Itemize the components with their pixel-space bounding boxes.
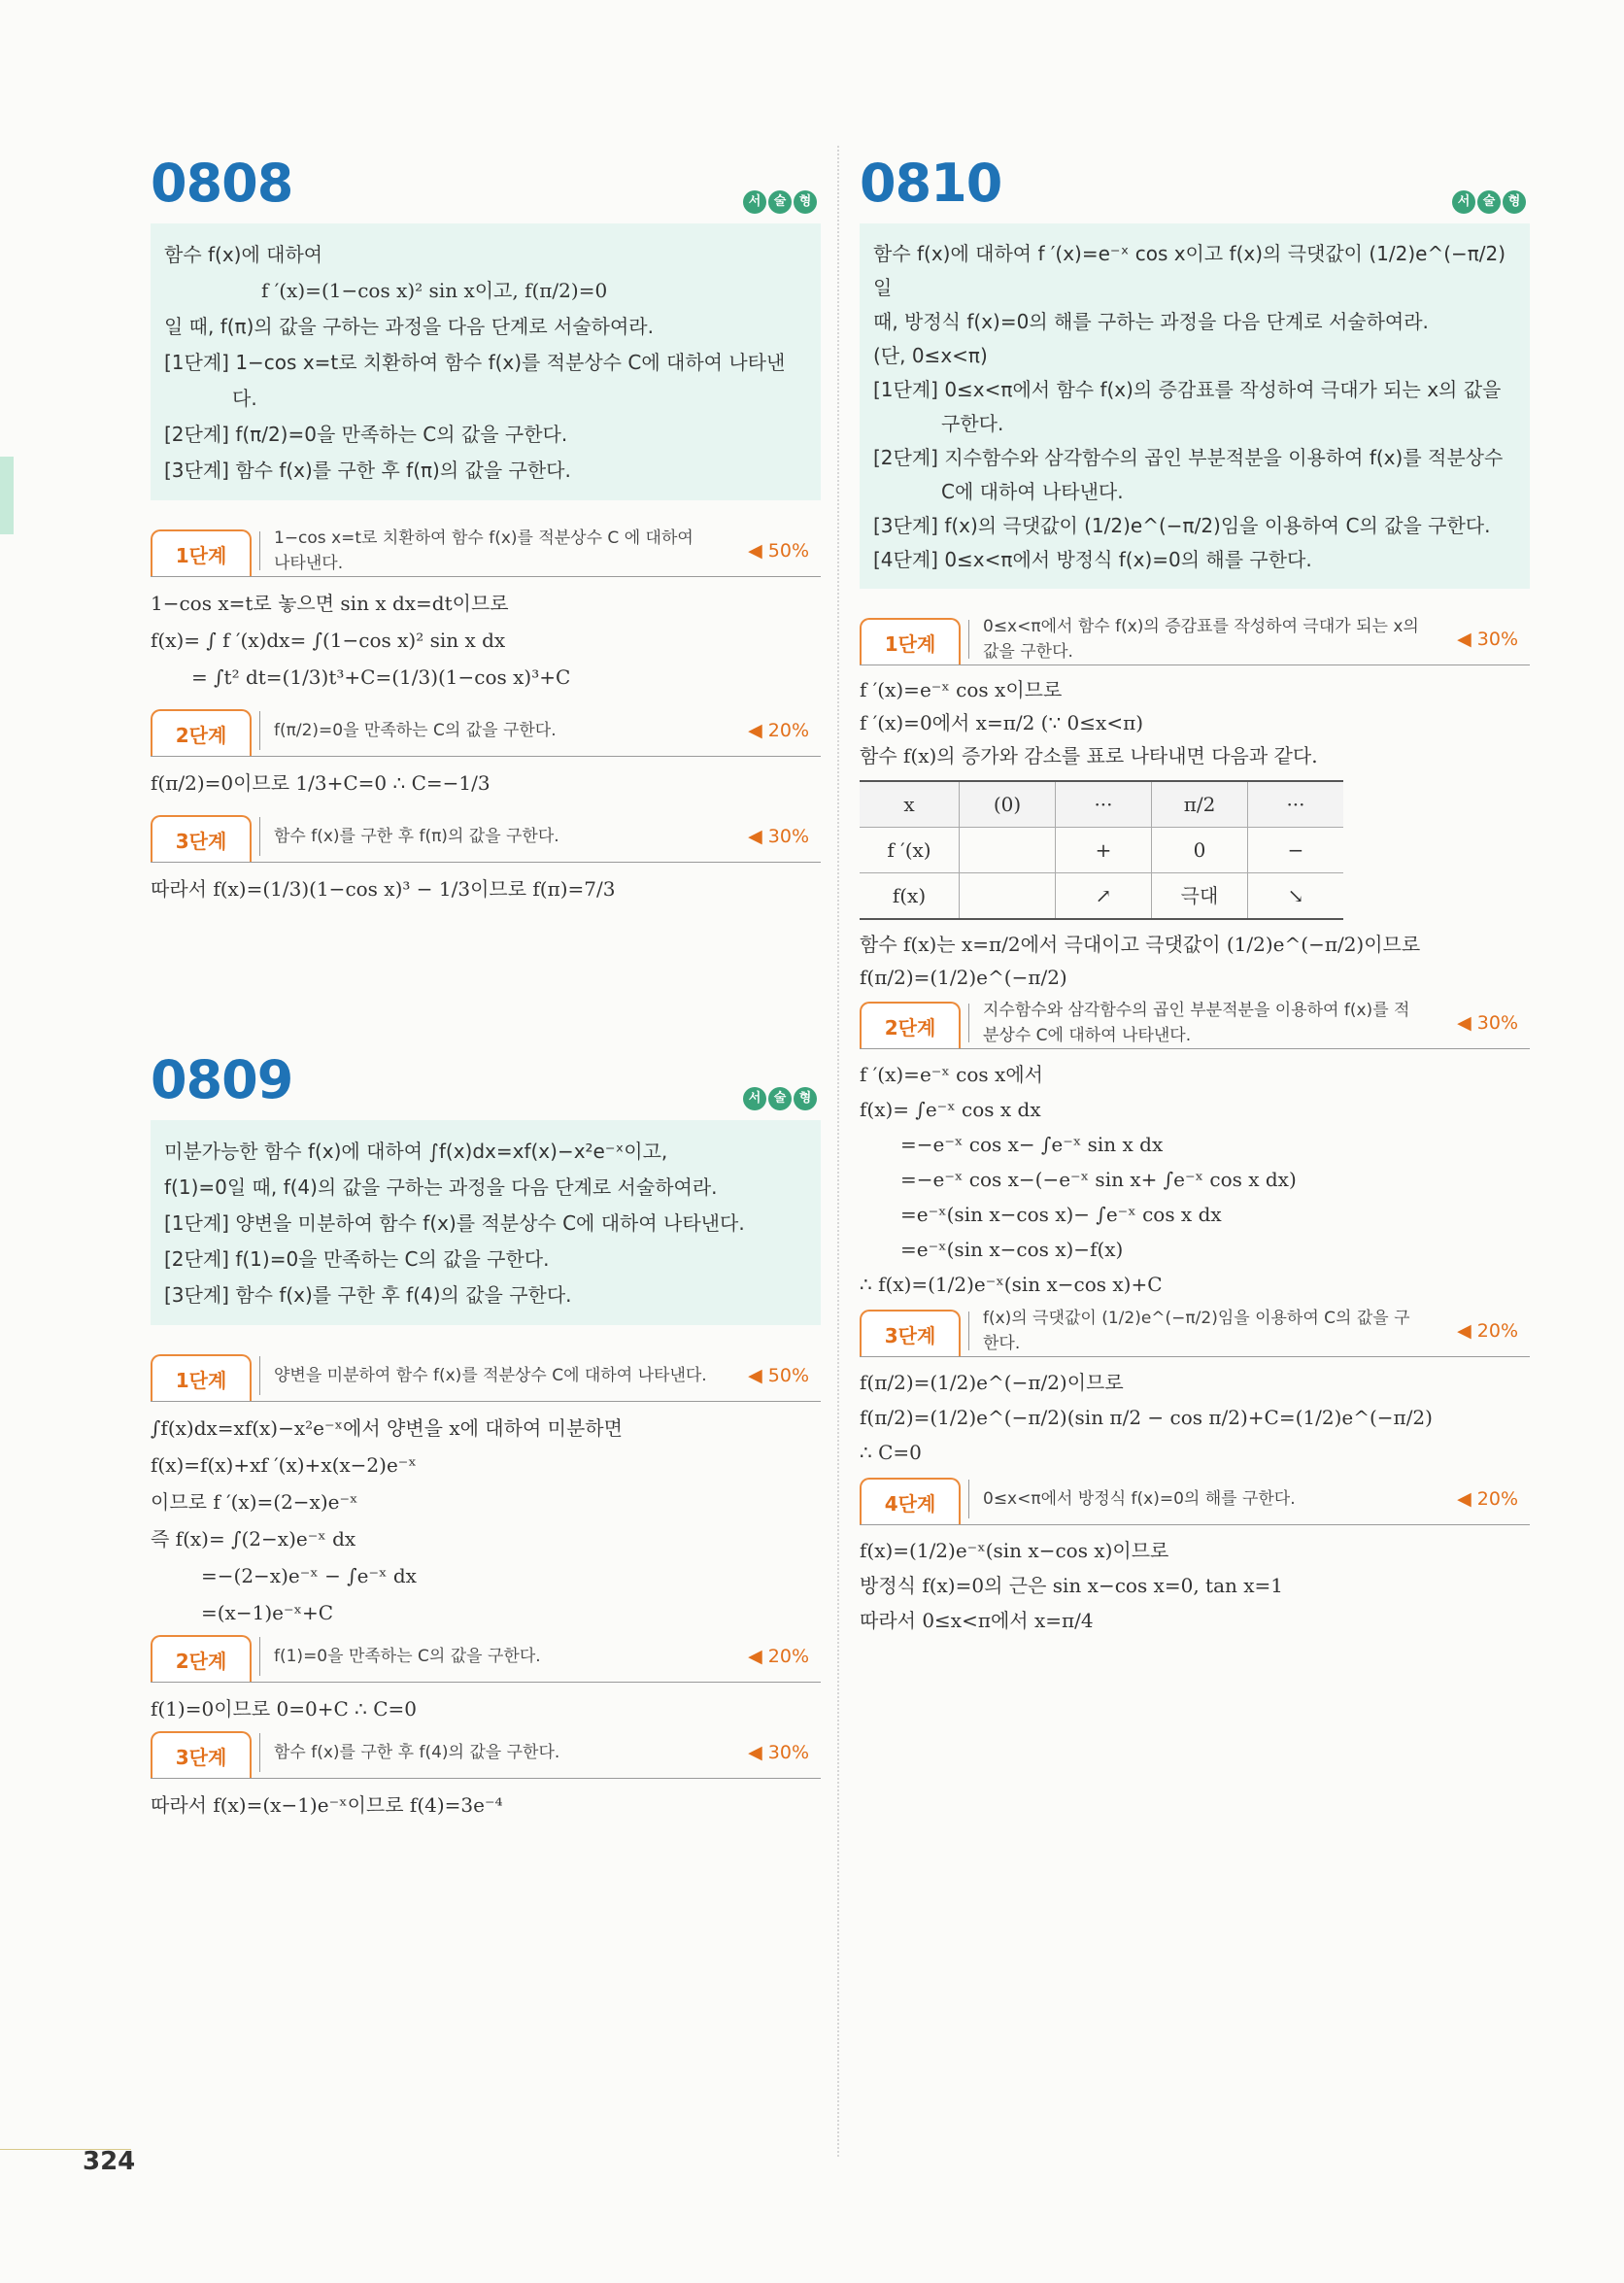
increase-decrease-table bbox=[860, 780, 1343, 920]
problem-text: 때, 방정식 f(x)=0의 해를 구하는 과정을 다음 단계로 서술하여라. bbox=[873, 310, 1429, 333]
solution bbox=[151, 765, 821, 801]
table-cell: + bbox=[1056, 828, 1152, 873]
step-header bbox=[860, 998, 1530, 1049]
solution-line: ∴ f(x)=(1/2)e⁻ˣ(sin x−cos x)+C bbox=[860, 1273, 1163, 1296]
step-percent: ◀ 50% bbox=[748, 1365, 809, 1386]
solution-line: =−e⁻ˣ cos x−(−e⁻ˣ sin x+ ∫e⁻ˣ cos x dx) bbox=[900, 1168, 1297, 1191]
problem-step: [2단계] 지수함수와 삼각함수의 곱인 부분적분을 이용하여 f(x)를 적분상수 C에 대하여 나타낸다. bbox=[873, 446, 1504, 503]
column-divider bbox=[837, 146, 839, 2157]
problem-step: [3단계] 함수 f(x)를 구한 후 f(π)의 값을 구한다. bbox=[164, 459, 571, 482]
step-header bbox=[151, 705, 821, 757]
problem-step: [1단계] 양변을 미분하여 함수 f(x)를 적분상수 C에 대하여 나타낸다. bbox=[164, 1211, 745, 1235]
solution-line: 따라서 0≤x<π에서 x=π/4 bbox=[860, 1609, 1094, 1632]
solution-line: ∫f(x)dx=xf(x)−x²e⁻ˣ에서 양변을 x에 대하여 미분하면 bbox=[151, 1416, 623, 1440]
table-cell: f(x) bbox=[860, 873, 960, 920]
table-cell: x bbox=[860, 781, 960, 828]
solution-line: =e⁻ˣ(sin x−cos x)− ∫e⁻ˣ cos x dx bbox=[900, 1203, 1222, 1226]
table-cell: ··· bbox=[1248, 781, 1344, 828]
table-cell: − bbox=[1248, 828, 1344, 873]
solution-line: f ′(x)=e⁻ˣ cos x에서 bbox=[860, 1063, 1043, 1086]
solution-line: 이므로 f ′(x)=(2−x)e⁻ˣ bbox=[151, 1490, 358, 1514]
table-cell: π/2 bbox=[1152, 781, 1248, 828]
step-description: 함수 f(x)를 구한 후 f(π)의 값을 구한다. bbox=[259, 817, 712, 856]
page-edge-tab bbox=[0, 457, 14, 534]
tag-char: 형 bbox=[794, 1087, 817, 1110]
step-percent: ◀ 20% bbox=[748, 1646, 809, 1667]
problem-0809 bbox=[151, 1049, 821, 1823]
step-description: 0≤x<π에서 방정식 f(x)=0의 해를 구한다. bbox=[968, 1480, 1421, 1518]
solution-line: 방정식 f(x)=0의 근은 sin x−cos x=0, tan x=1 bbox=[860, 1574, 1283, 1597]
solution-line: f(x)=f(x)+xf ′(x)+x(x−2)e⁻ˣ bbox=[151, 1453, 417, 1477]
solution-line: = ∫t² dt=(1/3)t³+C=(1/3)(1−cos x)³+C bbox=[191, 665, 571, 689]
solution bbox=[151, 585, 821, 696]
solution-line: =(x−1)e⁻ˣ+C bbox=[201, 1601, 334, 1624]
problem-number: 0809 bbox=[151, 1049, 293, 1110]
problem-text: 함수 f(x)에 대하여 bbox=[164, 243, 323, 266]
step-header bbox=[860, 1306, 1530, 1357]
problem-text: f(1)=0일 때, f(4)의 값을 구하는 과정을 다음 단계로 서술하여라. bbox=[164, 1176, 718, 1199]
step-badge: 2단계 bbox=[151, 709, 252, 756]
descriptive-type-badge bbox=[743, 190, 817, 216]
step-percent: ◀ 50% bbox=[748, 540, 809, 562]
solution bbox=[151, 870, 821, 907]
step-badge: 1단계 bbox=[151, 529, 252, 576]
step-header bbox=[151, 526, 821, 577]
solution bbox=[151, 1410, 821, 1631]
step-description: 지수함수와 삼각함수의 곱인 부분적분을 이용하여 f(x)를 적분상수 C에 대하여 나타낸다. bbox=[968, 1004, 1421, 1042]
step-description: f(x)의 극댓값이 (1/2)e^(−π/2)임을 이용하여 C의 값을 구한다. bbox=[968, 1312, 1421, 1350]
solution-line: 함수 f(x)의 증가와 감소를 표로 나타내면 다음과 같다. bbox=[860, 744, 1318, 767]
step-description: 양변을 미분하여 함수 f(x)를 적분상수 C에 대하여 나타낸다. bbox=[259, 1356, 712, 1395]
solution-line: f ′(x)=0에서 x=π/2 (∵ 0≤x<π) bbox=[860, 711, 1144, 734]
descriptive-type-badge bbox=[1452, 190, 1526, 216]
solution bbox=[151, 1787, 821, 1823]
tag-char: 형 bbox=[1503, 190, 1526, 214]
step-percent: ◀ 30% bbox=[748, 826, 809, 847]
step-badge: 4단계 bbox=[860, 1478, 961, 1524]
step-header bbox=[860, 1474, 1530, 1525]
problem-step: [2단계] f(1)=0을 만족하는 C의 값을 구한다. bbox=[164, 1247, 550, 1271]
table-cell bbox=[960, 873, 1056, 920]
solution-line: 따라서 f(x)=(1/3)(1−cos x)³ − 1/3이므로 f(π)=7/3 bbox=[151, 877, 616, 901]
table-cell: ··· bbox=[1056, 781, 1152, 828]
step-header bbox=[151, 1631, 821, 1683]
solution-line: 따라서 f(x)=(x−1)e⁻ˣ이므로 f(4)=3e⁻⁴ bbox=[151, 1793, 503, 1817]
problem-text: f ′(x)=(1−cos x)² sin x이고, f(π/2)=0 bbox=[261, 279, 608, 302]
solution-line: 함수 f(x)는 x=π/2에서 극대이고 극댓값이 (1/2)e^(−π/2)이므로 bbox=[860, 933, 1421, 956]
solution-line: =−(2−x)e⁻ˣ − ∫e⁻ˣ dx bbox=[201, 1564, 417, 1587]
step-description: 1−cos x=t로 치환하여 함수 f(x)를 적분상수 C 에 대하여 나타낸다. bbox=[259, 531, 712, 570]
problem-step: [3단계] f(x)의 극댓값이 (1/2)e^(−π/2)임을 이용하여 C의 값을 구한다. bbox=[873, 514, 1491, 537]
step-badge: 2단계 bbox=[151, 1635, 252, 1682]
tag-char: 술 bbox=[768, 190, 792, 214]
problem-text: 미분가능한 함수 f(x)에 대하여 ∫f(x)dx=xf(x)−x²e⁻ˣ이고, bbox=[164, 1140, 668, 1163]
page-number: 324 bbox=[83, 2147, 136, 2176]
table-row bbox=[860, 828, 1343, 873]
problem-text: 함수 f(x)에 대하여 f ′(x)=e⁻ˣ cos x이고 f(x)의 극댓값이 (1/2)e^(−π/2)일 bbox=[873, 242, 1506, 299]
solution-line: f(π/2)=(1/2)e^(−π/2)이므로 bbox=[860, 1371, 1124, 1394]
step-percent: ◀ 20% bbox=[1457, 1488, 1518, 1510]
problem-step: [3단계] 함수 f(x)를 구한 후 f(4)의 값을 구한다. bbox=[164, 1283, 572, 1307]
table-cell: ↘ bbox=[1248, 873, 1344, 920]
table-row bbox=[860, 781, 1343, 828]
problem-box bbox=[151, 1120, 821, 1325]
solution-line: f(x)=(1/2)e⁻ˣ(sin x−cos x)이므로 bbox=[860, 1539, 1169, 1562]
step-badge: 2단계 bbox=[860, 1002, 961, 1048]
step-description: f(π/2)=0을 만족하는 C의 값을 구한다. bbox=[259, 711, 712, 750]
step-percent: ◀ 30% bbox=[748, 1742, 809, 1763]
step-header bbox=[151, 1350, 821, 1402]
solution bbox=[860, 1533, 1530, 1638]
step-badge: 1단계 bbox=[151, 1354, 252, 1401]
table-row bbox=[860, 873, 1343, 920]
step-description: 함수 f(x)를 구한 후 f(4)의 값을 구한다. bbox=[259, 1733, 712, 1772]
solution bbox=[151, 1690, 821, 1727]
step-percent: ◀ 30% bbox=[1457, 629, 1518, 650]
tag-char: 술 bbox=[1477, 190, 1501, 214]
problem-box bbox=[151, 223, 821, 500]
problem-step: [2단계] f(π/2)=0을 만족하는 C의 값을 구한다. bbox=[164, 423, 568, 446]
table-cell: 0 bbox=[1152, 828, 1248, 873]
step-description: 0≤x<π에서 함수 f(x)의 증감표를 작성하여 극대가 되는 x의 값을 구한다. bbox=[968, 620, 1421, 659]
step-header bbox=[151, 1727, 821, 1779]
solution bbox=[860, 673, 1530, 994]
problem-number: 0810 bbox=[860, 153, 1002, 214]
tag-char: 서 bbox=[743, 190, 766, 214]
problem-number: 0808 bbox=[151, 153, 293, 214]
solution-line: 1−cos x=t로 놓으면 sin x dx=dt이므로 bbox=[151, 592, 509, 615]
solution-line: f(π/2)=0이므로 1/3+C=0 ∴ C=−1/3 bbox=[151, 771, 491, 795]
solution-line: =−e⁻ˣ cos x− ∫e⁻ˣ sin x dx bbox=[900, 1133, 1164, 1156]
table-cell: (0) bbox=[960, 781, 1056, 828]
solution-line: f(1)=0이므로 0=0+C ∴ C=0 bbox=[151, 1697, 418, 1721]
solution bbox=[860, 1365, 1530, 1470]
descriptive-type-badge bbox=[743, 1087, 817, 1112]
problem-step: [1단계] 0≤x<π에서 함수 f(x)의 증감표를 작성하여 극대가 되는 x의 값을 구한다. bbox=[873, 378, 1502, 435]
problem-step: [1단계] 1−cos x=t로 치환하여 함수 f(x)를 적분상수 C에 대하여 나타낸다. bbox=[164, 351, 786, 410]
step-percent: ◀ 20% bbox=[748, 720, 809, 741]
solution-line: =e⁻ˣ(sin x−cos x)−f(x) bbox=[900, 1238, 1124, 1261]
step-badge: 1단계 bbox=[860, 618, 961, 664]
step-percent: ◀ 20% bbox=[1457, 1320, 1518, 1342]
step-badge: 3단계 bbox=[151, 1731, 252, 1778]
step-badge: 3단계 bbox=[860, 1310, 961, 1356]
tag-char: 술 bbox=[768, 1087, 792, 1110]
problem-0810 bbox=[860, 153, 1530, 1638]
tag-char: 서 bbox=[1452, 190, 1475, 214]
problem-text: 일 때, f(π)의 값을 구하는 과정을 다음 단계로 서술하여라. bbox=[164, 315, 654, 338]
solution-line: f(x)= ∫e⁻ˣ cos x dx bbox=[860, 1098, 1041, 1121]
solution-line: f(π/2)=(1/2)e^(−π/2)(sin π/2 − cos π/2)+C=(1/2)e^(−π/2) bbox=[860, 1406, 1433, 1429]
problem-step: [4단계] 0≤x<π에서 방정식 f(x)=0의 해를 구한다. bbox=[873, 548, 1312, 571]
solution-line: f(x)= ∫ f ′(x)dx= ∫(1−cos x)² sin x dx bbox=[151, 629, 506, 652]
table-cell: ↗ bbox=[1056, 873, 1152, 920]
solution bbox=[860, 1057, 1530, 1302]
solution-line: f ′(x)=e⁻ˣ cos x이므로 bbox=[860, 678, 1063, 701]
step-description: f(1)=0을 만족하는 C의 값을 구한다. bbox=[259, 1637, 712, 1676]
table-cell bbox=[960, 828, 1056, 873]
step-badge: 3단계 bbox=[151, 815, 252, 862]
table-cell: f ′(x) bbox=[860, 828, 960, 873]
problem-text: (단, 0≤x<π) bbox=[873, 344, 988, 367]
table-cell: 극대 bbox=[1152, 873, 1248, 920]
solution-line: f(π/2)=(1/2)e^(−π/2) bbox=[860, 966, 1067, 989]
solution-line: ∴ C=0 bbox=[860, 1441, 922, 1464]
step-header bbox=[151, 811, 821, 863]
tag-char: 서 bbox=[743, 1087, 766, 1110]
solution-line: 즉 f(x)= ∫(2−x)e⁻ˣ dx bbox=[151, 1527, 356, 1550]
tag-char: 형 bbox=[794, 190, 817, 214]
problem-box bbox=[860, 223, 1530, 589]
step-percent: ◀ 30% bbox=[1457, 1012, 1518, 1034]
problem-0808 bbox=[151, 153, 821, 907]
step-header bbox=[860, 614, 1530, 665]
